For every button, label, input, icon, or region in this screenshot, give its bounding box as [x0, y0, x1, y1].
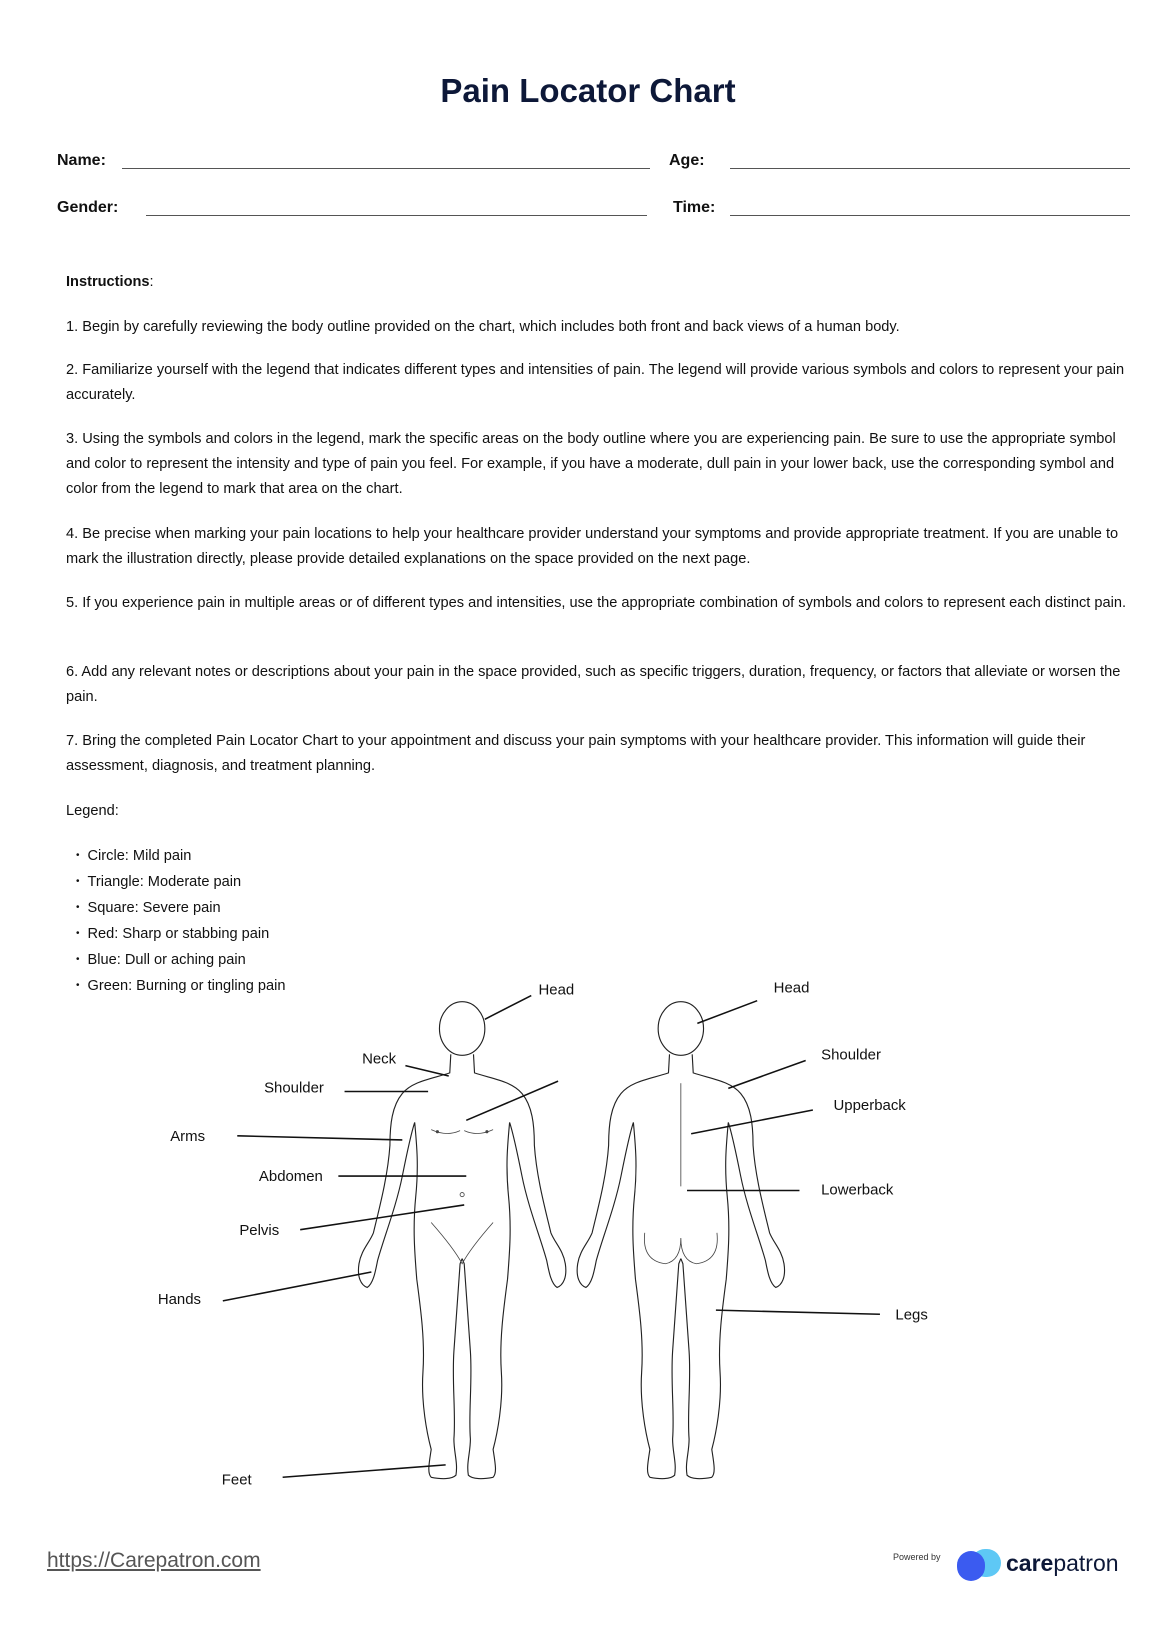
- label-front-pelvis: Pelvis: [239, 1221, 280, 1239]
- instruction-step: 7. Bring the completed Pain Locator Chart to your appointment and discuss your pain symptoms with your healthcare provider. This information will guide their assessment, diagnosis, and treatment planning.: [66, 733, 1086, 774]
- label-back-legs: Legs: [895, 1306, 928, 1324]
- legend-item: • Square: Severe pain: [66, 895, 285, 921]
- back-body-figure: [577, 1002, 784, 1479]
- label-front-head: Head: [538, 981, 575, 999]
- label-front-neck: Neck: [362, 1050, 397, 1068]
- legend-item: • Triangle: Moderate pain: [66, 869, 285, 895]
- label-front-arms: Arms: [170, 1127, 206, 1145]
- legend-item: • Circle: Mild pain: [66, 843, 285, 869]
- brand-rest: patron: [1053, 1550, 1119, 1576]
- brand-bold: care: [1006, 1550, 1054, 1576]
- instruction-step: 5. If you experience pain in multiple areas or of different types and intensities, use the appropriate combination of symbols and colors to represent each distinct pain.: [66, 595, 1127, 611]
- legend-item: • Blue: Dull or aching pain: [66, 947, 285, 973]
- powered-by-text: Powered by: [893, 1552, 941, 1562]
- legend-item: • Red: Sharp or stabbing pain: [66, 921, 285, 947]
- label-front-abdomen: Abdomen: [258, 1168, 323, 1186]
- carepatron-logo-icon: [957, 1549, 1003, 1581]
- time-label: Time:: [673, 199, 716, 216]
- label-back-shoulder: Shoulder: [821, 1046, 881, 1064]
- instruction-step: 6. Add any relevant notes or descriptions about your pain in the space provided, such as specific triggers, duration, frequency, or factors that alleviate or worsen the pain.: [66, 664, 1121, 705]
- label-back-lowerback: Lowerback: [821, 1181, 894, 1199]
- gender-label: Gender:: [57, 199, 119, 216]
- instructions-heading-text: Instructions: [66, 274, 150, 290]
- instruction-step: 1. Begin by carefully reviewing the body outline provided on the chart, which includes both front and back views of a human body.: [66, 319, 900, 335]
- label-back-upperback: Upperback: [833, 1097, 906, 1115]
- legend-item: • Green: Burning or tingling pain: [66, 973, 285, 999]
- leader-lines: [223, 996, 880, 1478]
- label-front-hands: Hands: [157, 1290, 202, 1308]
- instruction-step: 4. Be precise when marking your pain locations to help your healthcare provider understand your symptoms and provide appropriate treatment. If you are unable to mark the illustration directly, please provide detailed explanations on the space provided on the next page.: [66, 526, 1119, 567]
- instruction-step: 3. Using the symbols and colors in the legend, mark the specific areas on the body outline where you are experiencing pain. Be sure to use the appropriate symbol and color to represent the intensity and type of pain you feel. For example, if you have a moderate, dull pain in your lower back, use the corresponding symbol and color from the legend to mark that area on the chart.: [66, 431, 1116, 497]
- page-title: Pain Locator Chart: [440, 72, 736, 109]
- name-label: Name:: [57, 152, 106, 169]
- legend-heading: Legend:: [66, 803, 119, 819]
- carepatron-brand: [1006, 1550, 1119, 1577]
- instruction-step: 2. Familiarize yourself with the legend that indicates different types and intensities of pain. The legend will provide various symbols and colors to represent your pain accurately.: [66, 362, 1125, 403]
- label-front-shoulder: Shoulder: [264, 1079, 324, 1097]
- label-back-head: Head: [773, 979, 810, 997]
- carepatron-link[interactable]: https://Carepatron.com: [47, 1549, 261, 1572]
- age-label: Age:: [669, 152, 705, 169]
- front-body-figure: [358, 1002, 565, 1479]
- label-front-feet: Feet: [221, 1471, 252, 1489]
- instructions-colon: :: [149, 274, 154, 290]
